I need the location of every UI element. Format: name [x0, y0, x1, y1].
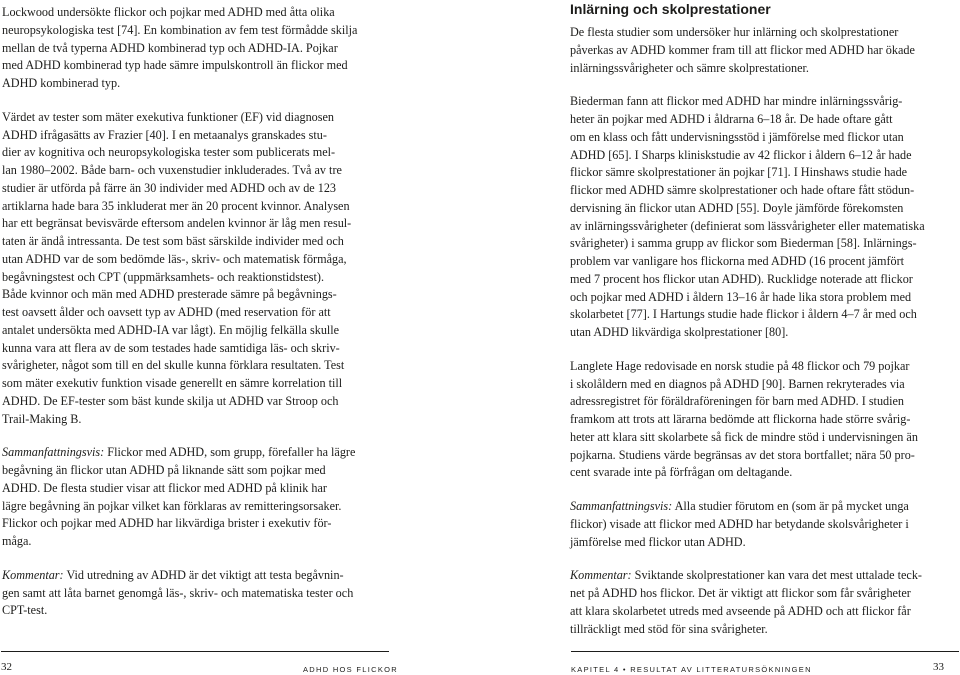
section-heading: Inlärning och skolprestationer: [570, 1, 771, 17]
summary-label: Sammanfattningsvis:: [2, 445, 105, 460]
comment-label: Kommentar:: [570, 568, 632, 583]
left-running-title: ADHD HOS FLICKOR: [303, 665, 398, 674]
comment-label: Kommentar:: [2, 567, 64, 582]
right-page-column: [570, 1, 957, 638]
left-paragraph-comment: [2, 567, 389, 620]
right-page-number: 33: [933, 661, 944, 673]
comment-text: Sviktande skolprestationer kan vara det mest uttalade teck- net på ADHD hos flickor. Det är viktigt att flickor som får svårigheter att klara skolarbetet utreds med avseende på ADHD och att flickor får tillräckligt med stöd för sina svårigheter.: [570, 568, 922, 636]
left-paragraph-lockwood: Lockwood undersökte flickor och pojkar med ADHD med åtta olika neuropsykologiska test [74]. En kombination av fem test förmådde skilja mellan de två typerna ADHD kombinerad typ och ADHD-IA. Pojkar med ADHD kombinerad typ hade sämre impulskontroll än flickor med ADHD kombinerad typ.: [2, 5, 358, 90]
right-paragraph-intro: De flesta studier som undersöker hur inlärning och skolprestationer påverkas av ADHD kommer fram till att flickor med ADHD har ökade inlärningssvårigheter och sämre skolprestationer.: [570, 25, 915, 75]
summary-label: Sammanfattningsvis:: [570, 499, 673, 513]
right-running-title: KAPITEL 4 • RESULTAT AV LITTERATURSÖKNINGEN: [571, 665, 812, 674]
left-paragraph-summary: [2, 444, 389, 551]
right-paragraph-biederman: Biederman fann att flickor med ADHD har mindre inlärningssvårig- heter än pojkar med ADHD i åldrarna 6–18 år. De hade oftare gått om en klass och fått undervisningsstöd i jämförelse med flickor utan ADHD [65]. I Sharps kliniskstudie av 42 flickor i åldern 6–12 år hade flickor sämre skolprestationer än pojkar [71]. I Hinshaws studie hade flickor med ADHD sämre skolprestationer och hade oftare fått stödun- dervisning än flickor utan ADHD [55]. Doyle jämförde förekomsten av inlärningssvårigheter (definierat som lässvårigheter eller matematiska svårigheter) i samma grupp av flickor som Biederman [58]. Inlärnings- problem var vanligare hos flickorna med ADHD (16 procent jämfört med 7 procent hos flickor utan ADHD). Rucklidge noterade att flickor och pojkar med ADHD i åldern 13–16 år hade lika stora problem med skolarbetet [77]. I Hartungs studie hade flickor i åldern 4–7 år med och utan ADHD likvärdiga skolprestationer [80].: [570, 94, 925, 339]
summary-text: Flickor med ADHD, som grupp, förefaller ha lägre begåvning än flickor utan ADHD på liknande sätt som pojkar med ADHD. De flesta studier visar att flickor med ADHD på klinik har lägre begåvning än pojkar vilket kan förklaras av remitteringsorsaker. Flickor och pojkar med ADHD har likvärdiga brister i exekutiv för- måga.: [2, 445, 356, 548]
footer-rule-left: [1, 651, 389, 652]
right-paragraph-langlete-hage: Langlete Hage redovisade en norsk studie på 48 flickor och 79 pojkar i skolåldern med en diagnos på ADHD [90]. Barnen rekryterades via adressregistret för föräldraföreningen för barn med ADHD. I studien framkom att trots att lärarna bedömde att flickorna hade större svårig- heter att klara sitt skolarbete så fick de mindre stöd i undervisningen än pojkarna. Studiens värde begränsas av det stora bortfallet; nära 50 pro- cent svarade inte på förfrågan om deltagande.: [570, 358, 918, 480]
left-page-column: [2, 4, 389, 620]
right-paragraph-summary: [570, 498, 957, 551]
left-paragraph-executive-functions: Värdet av tester som mäter exekutiva funktioner (EF) vid diagnosen ADHD ifrågasätts av Frazier [40]. I en metaanalys granskades stu- dier av kognitiva och neuropsykologiska tester som publicerats mel- lan 1980–2002. Både barn- och vuxenstudier inkluderades. Två av tre studier är utförda på färre än 30 individer med ADHD och av de 123 artiklarna hade bara 35 inkluderat mer än 20 procent kvinnor. Analysen har ett begränsat bevisvärde eftersom andelen kvinnor är låg men resul- taten är ändå intressanta. De test som bäst särskilde individer med och utan ADHD var de som bedömde läs-, skriv- och matematisk förmåga, begåvningstest och CPT (uppmärksamhets- och reaktionstidstest). Både kvinnor och män med ADHD presterade sämre på begåvnings- test oavsett ålder och oavsett typ av ADHD (med reservation för att antalet undersökta med ADHD-IA var lågt). En möjlig felkälla skulle kunna vara att flera av de som testades hade samtidiga läs- och skriv- svårigheter, något som till en del skulle kunna förklara resultaten. Test som mäter exekutiv funktion visade generellt en sämre korrelation till ADHD. De EF-tester som bäst kunde skilja ut ADHD var Stroop och Trail-Making B.: [2, 109, 352, 426]
summary-text: Alla studier förutom en (som är på mycket unga flickor) visade att flickor med ADHD har betydande skolsvårigheter i jämförelse med flickor utan ADHD.: [570, 499, 909, 549]
left-page-number: 32: [1, 661, 12, 673]
right-paragraph-comment: [570, 567, 957, 638]
comment-text: Vid utredning av ADHD är det viktigt att testa begåvnin- gen samt att låta barnet genomgå läs-, skriv- och matematiska tester och CPT-test.: [2, 567, 354, 618]
footer-rule-right: [571, 651, 959, 652]
